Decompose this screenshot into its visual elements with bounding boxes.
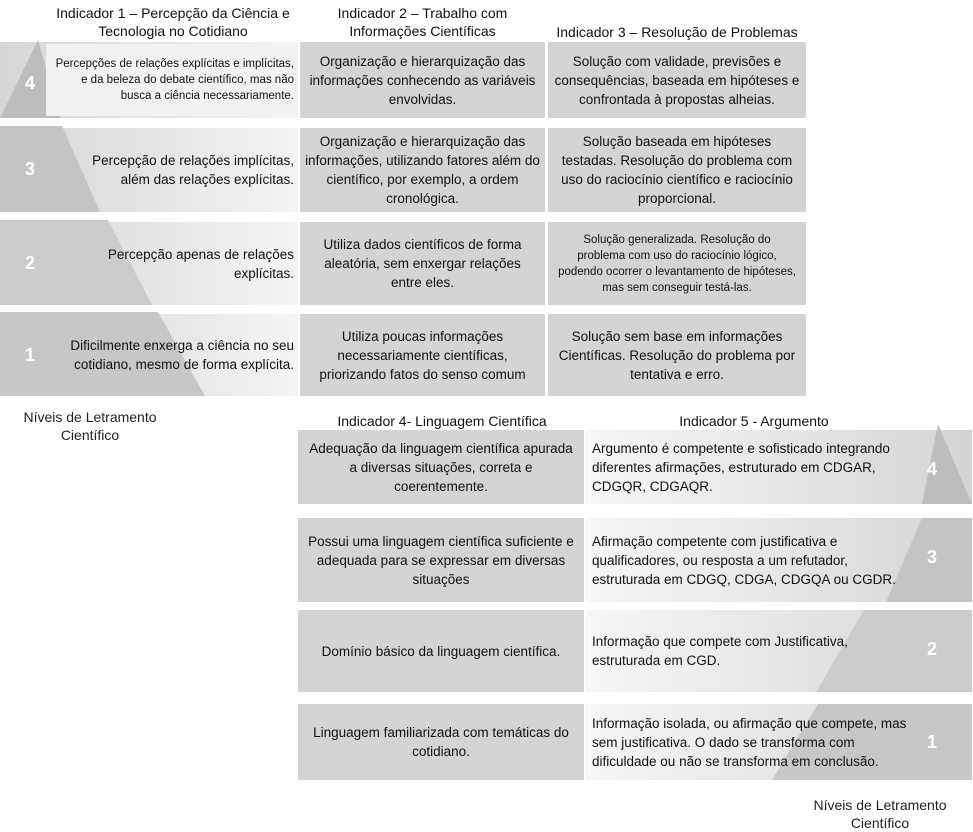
levels-caption-top: Níveis de Letramento Científico <box>23 409 157 443</box>
ind4-level1-cell: Linguagem familiarizada com temáticas do cotidiano. <box>298 704 584 780</box>
levels-caption-bottom: Níveis de Letramento Científico <box>813 797 947 831</box>
level-number-4: 4 <box>24 73 35 93</box>
indicator-1-header: Indicador 1 – Percepção da Ciência e Tecnologia no Cotidiano <box>56 5 290 39</box>
ind1-level3-text: Percepção de relações implícitas, além das relações explícitas. <box>92 153 294 187</box>
ind5-level2-text: Informação que compete com Justificativa, estruturada em CGD. <box>592 634 848 668</box>
ind4-level3-cell: Possui uma linguagem científica suficiente e adequada para se expressar em diversas situações <box>298 518 584 602</box>
ind3-level3-cell: Solução baseada em hipóteses testadas. Resolução do problema com uso do raciocínio científico e raciocínio proporcional. <box>548 128 806 212</box>
ind3-level1-cell: Solução sem base em informações Científicas. Resolução do problema por tentativa e erro. <box>548 314 806 396</box>
level-number-2: 2 <box>24 253 35 273</box>
level-number-right-1: 1 <box>926 732 937 752</box>
ind5-level1-text: Informação isolada, ou afirmação que compete, mas sem justificativa. O dado se transforma com dificuldade ou não se transforma em conclusão. <box>592 715 907 769</box>
level-number-1: 1 <box>24 345 35 365</box>
level-number-3: 3 <box>24 159 35 179</box>
ind2-level4-cell: Organização e hierarquização das informações conhecendo as variáveis envolvidas. <box>300 42 545 118</box>
level-number-right-3: 3 <box>926 547 937 567</box>
ind1-level4-text: Percepções de relações explícitas e implícitas, e da beleza do debate científico, mas não busca a ciência necessariamente. <box>55 58 294 102</box>
ind2-level1-cell: Utiliza poucas informações necessariamente científicas, priorizando fatos do senso comum <box>300 314 545 396</box>
ind1-level1-text: Dificilmente enxerga a ciência no seu cotidiano, mesmo de forma explícita. <box>70 338 294 372</box>
ind3-level4-cell: Solução com validade, previsões e consequências, baseada em hipóteses e confrontada à propostas alheias. <box>548 42 806 118</box>
ind3-level2-cell: Solução generalizada. Resolução do problema com uso do raciocínio lógico, podendo ocorrer o levantamento de hipóteses, mas sem conseguir testá-las. <box>548 222 806 305</box>
ind4-level4-cell: Adequação da linguagem científica apurada a diversas situações, correta e coerentemente. <box>298 430 584 504</box>
ind5-level3-text: Afirmação competente com justificativa e qualificadores, ou resposta a um refutador, estruturada em CDGQ, CDGA, CDGQA ou CGDR. <box>592 533 896 587</box>
indicator-4-header: Indicador 4- Linguagem Científica <box>337 413 547 429</box>
level-number-right-2: 2 <box>926 639 937 659</box>
ind5-level4-text: Argumento é competente e sofisticado integrando diferentes afirmações, estruturado em CDGAR, CDGQR, CDGAQR. <box>592 440 890 494</box>
ind4-level2-cell: Domínio básico da linguagem científica. <box>298 610 584 692</box>
ind1-level2-text: Percepção apenas de relações explícitas. <box>107 246 294 281</box>
indicator-3-header: Indicador 3 – Resolução de Problemas <box>556 24 798 40</box>
level-number-right-4: 4 <box>926 459 937 479</box>
indicator-5-header: Indicador 5 - Argumento <box>679 413 829 429</box>
ind2-level3-cell: Organização e hierarquização das informações, utilizando fatores além do científico, por exemplo, a ordem cronológica. <box>300 128 545 212</box>
ind2-level2-cell: Utiliza dados científicos de forma aleatória, sem enxergar relações entre eles. <box>300 222 545 305</box>
indicator-2-header: Indicador 2 – Trabalho com Informações Científicas <box>337 5 508 39</box>
